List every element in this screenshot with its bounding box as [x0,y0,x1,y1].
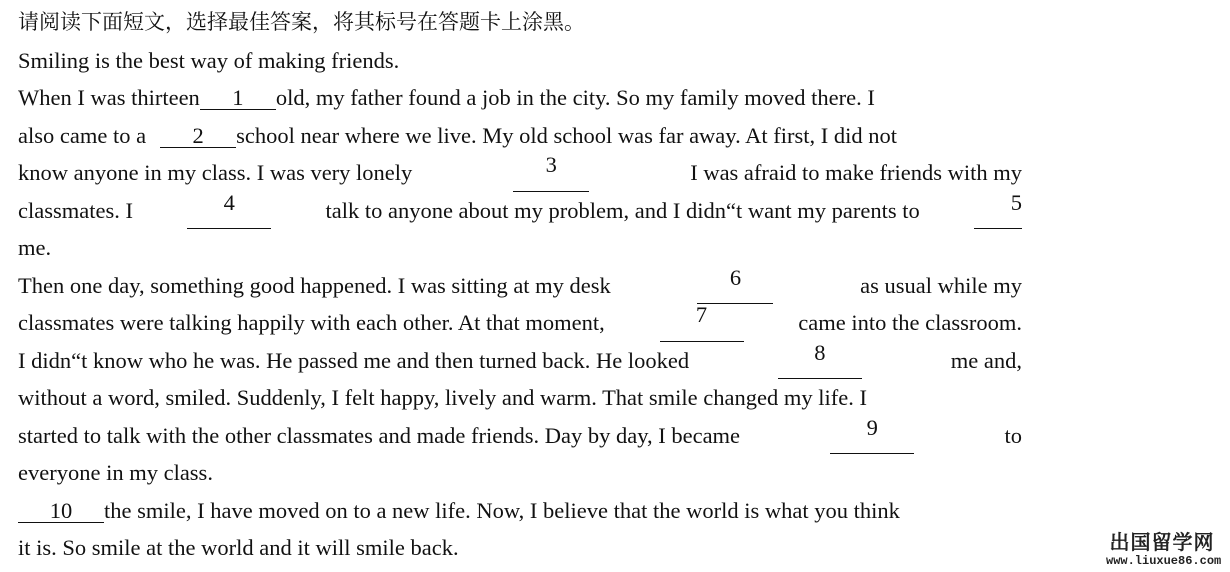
text-segment: I didn“t know who he was. He passed me and then turned back. He looked [18,347,690,373]
text-line [18,304,1022,342]
text-line: everyone in my class. [18,460,213,485]
text-segment: school near where we live. My old school was far away. At first, I did not [236,122,897,148]
site-watermark [1106,530,1222,568]
passage [18,4,1022,567]
blank-3: 3 [513,154,589,192]
text-line [18,492,1022,530]
text-segment: talk to anyone about my problem, and I didn“t want my parents to [325,197,920,223]
watermark-logo-text: 出国留学网 [1109,530,1215,554]
passage-title: Smiling is the best way of making friends. [18,47,400,73]
blank-5: 5 [974,192,1022,230]
text-segment: When I was thirteen [18,85,200,110]
text-segment: Then one day, something good happened. I was sitting at my desk [18,272,611,298]
blank-9: 9 [830,417,914,455]
text-line [18,264,1022,305]
watermark-url: www.liuxue86.com [1106,554,1222,568]
text-segment: I was afraid to make friends with my [690,160,1022,185]
blank-6: 6 [697,267,773,305]
text-line [18,79,1022,117]
text-segment: old, my father found a job in the city. So my family moved there. I [275,85,875,110]
text-segment: know anyone in my class. I was very lonely [18,160,413,185]
text-segment: to [1004,422,1022,448]
blank-8: 8 [778,342,862,380]
text-line: it is. So smile at the world and it will smile back. [18,535,459,560]
blank-2: 2 [160,125,236,148]
text-line [18,189,1022,230]
blank-10: 10 [18,500,104,523]
text-line [18,154,1022,192]
text-segment: came into the classroom. [798,310,1022,335]
text-segment: as usual while my [860,272,1022,298]
text-line: me. [18,235,52,260]
text-line [18,339,1022,380]
text-segment: started to talk with the other classmates and made friends. Day by day, I became [18,422,741,448]
text-segment: classmates. I [18,197,133,223]
blank-4: 4 [187,192,271,230]
text-line: without a word, smiled. Suddenly, I felt happy, lively and warm. That smile changed my life. I [18,385,867,410]
text-segment: classmates were talking happily with each other. At that moment, [18,310,605,335]
text-segment: me and, [950,347,1022,373]
text-segment: also came to a [18,122,147,148]
paragraph-1 [18,79,1022,267]
blank-1: 1 [200,87,276,110]
text-segment: the smile, I have moved on to a new life. Now, I believe that the world is what you think [104,497,900,523]
text-line [18,117,1022,155]
text-line [18,414,1022,455]
paragraph-3 [18,492,1022,567]
instruction-text: 请阅读下面短文，选择最佳答案，将其标号在答题卡上涂黑。 [18,10,585,34]
blank-7: 7 [660,304,744,342]
paragraph-2 [18,264,1022,492]
